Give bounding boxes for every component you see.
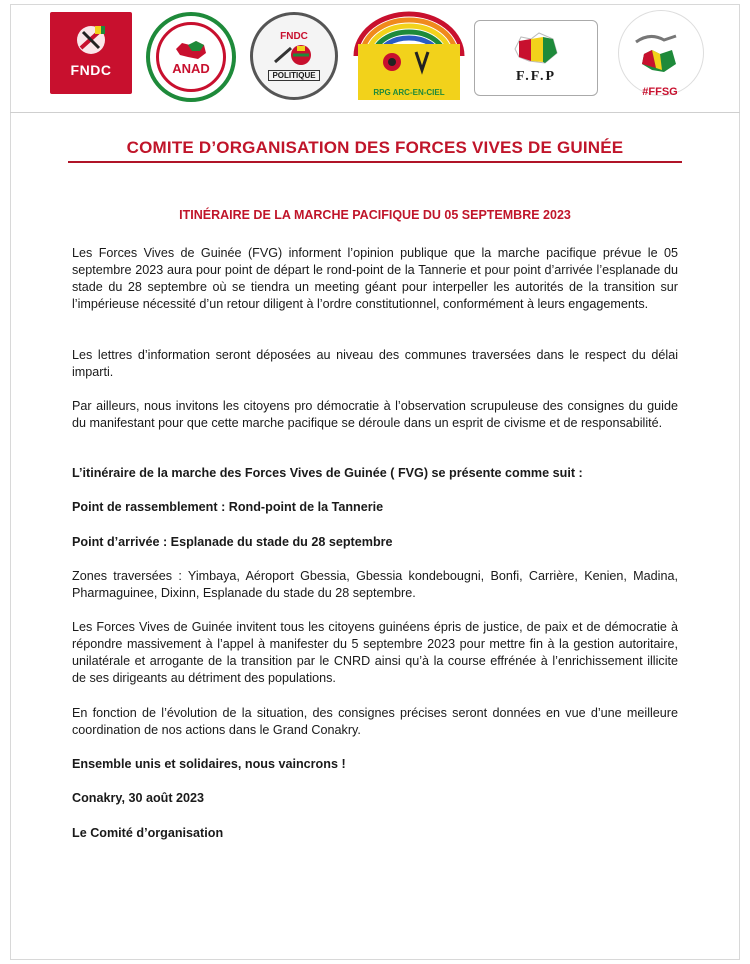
rpg-figures-icon [378,48,438,76]
rpg-arc-en-ciel-logo [350,10,468,100]
ffp-logo-text: F.F.P [515,69,557,84]
ffp-logo [474,20,598,96]
arrival-point: Point d’arrivée : Esplanade du stade du 28 septembre [72,535,393,549]
handshake-map-icon [630,28,690,74]
anad-logo [146,12,236,102]
guinea-map-flag-icon [511,31,561,67]
gathering-point: Point de rassemblement : Rond-point de la Tannerie [72,500,384,514]
paragraph-evolution: En fonction de l’évolution de la situation, des consignes précises seront données en vue d’une meilleure coordination de nos actions dans le Grand Conakry. [72,706,678,737]
paragraph-zones: Zones traversées : Yimbaya, Aéroport Gbessia, Gbessia kondebougni, Bonfi, Carrière, Kenien, Madina, Pharmaguinee, Dixinn, Esplanade du stade du 28 septembre. [72,569,678,600]
place-date: Conakry, 30 août 2023 [72,791,205,805]
rpg-logo-text: RPG ARC-EN-CIEL [373,88,445,97]
document-subtitle: ITINÉRAIRE DE LA MARCHE PACIFIQUE DU 05 SEPTEMBRE 2023 [179,208,571,222]
guinea-map-icon [174,39,208,61]
paragraph-itinerary-intro: L’itinéraire de la marche des Forces Vives de Guinée ( FVG) se présente comme suit : [72,466,583,480]
paragraph-call: Les Forces Vives de Guinée invitent tous les citoyens guinéens épris de justice, de paix et de démocratie à répondre massivement à l’appel à manifester du 5 septembre 2023 pour mettre fin à la gestion autoritaire, unilatérale et arrogante de la transition par le CNRD ainsi qu’à la course effrénée à l’enrichissement illicite de ses dirigeants au détriment des populations. [72,620,678,685]
paragraph-letters: Les lettres d’information seront déposées au niveau des communes traversées dans le respect du délai imparti. [72,348,678,379]
fndc-logo [50,12,132,94]
fndc-logo-text: FNDC [70,62,112,78]
paragraph-invite: Par ailleurs, nous invitons les citoyens pro démocratie à l’observation scrupuleuse des consignes du guide du manifestant pour que cette marche pacifique se déroule dans un esprit de civisme et de responsabilité. [72,399,678,430]
document-title: COMITE D’ORGANISATION DES FORCES VIVES DE GUINÉE [126,138,624,157]
fndc-politique-top-text: FNDC [280,31,308,42]
fndc-politique-logo [250,12,338,100]
signature: Le Comité d’organisation [72,826,224,840]
ffsg-logo-text: #FFSG [642,86,678,98]
politique-emblem-icon [271,42,317,68]
fndc-emblem-icon [71,20,111,60]
title-underline [68,161,682,163]
anad-logo-text: ANAD [172,60,210,76]
slogan: Ensemble unis et solidaires, nous vaincrons ! [72,757,346,771]
paragraph-intro: Les Forces Vives de Guinée (FVG) informent l’opinion publique que la marche pacifique prévue le 05 septembre 2023 aura pour point de départ le rond-point de la Tannerie et pour point d’arrivée l’esplanade du stade du 28 septembre où se tiendra un meeting géant pour interpeller les autorités de la transition sur l’impérieuse nécessité d’un retour diligent à l’ordre constitutionnel, conformément à leurs engagements. [72,246,678,311]
ffsg-logo [610,8,710,102]
fndc-politique-bottom-text: POLITIQUE [268,70,319,81]
